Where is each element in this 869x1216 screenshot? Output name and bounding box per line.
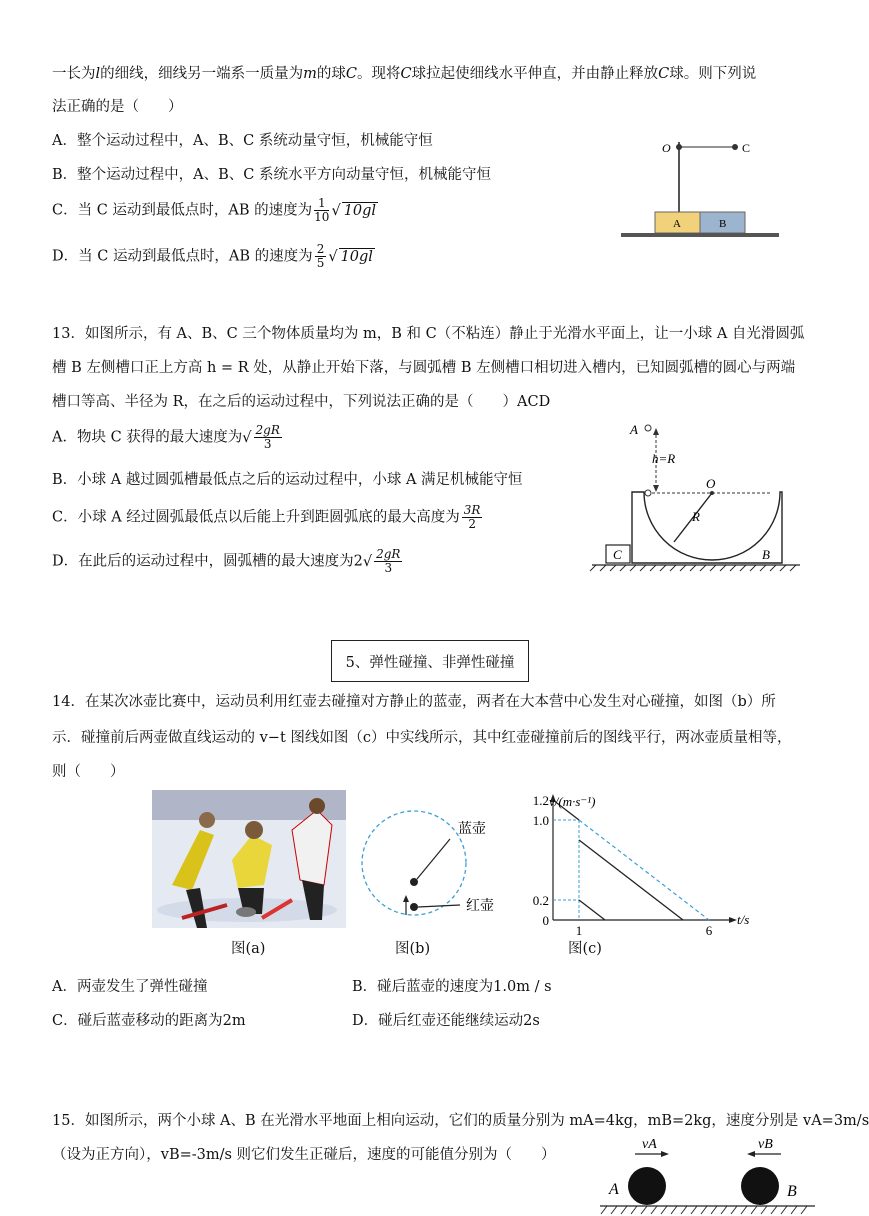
- series-line-1: [579, 900, 605, 920]
- label-blue: 蓝壶: [458, 822, 486, 837]
- red-stone: [410, 903, 418, 911]
- q15-stem-line1: 15．如图所示，两个小球 A、B 在光滑水平地面上相向运动，它们的质量分别为 mA=4kg，mB=2kg，速度分别是 vA=3m/s: [52, 1113, 869, 1129]
- q12-d-fraction: $\frac{2}{5}$: [316, 242, 325, 270]
- ball-c: [732, 144, 738, 150]
- q14-stem-line3: 则（ ）: [52, 764, 125, 780]
- label-r: R: [692, 509, 700, 524]
- arrow-right-icon: [661, 1151, 669, 1157]
- x-axis-arrow: [729, 917, 737, 923]
- blue-stone: [410, 878, 418, 886]
- y-axis-label: v/(m·s⁻¹): [549, 794, 596, 809]
- x-tick-label: 1: [575, 923, 583, 938]
- label-c: C: [613, 547, 622, 562]
- series-line-3: [579, 820, 709, 920]
- q14-stem-line2: 示．碰撞前后两壶做直线运动的 v−t 图线如图（c）中实线所示，其中红壶碰撞前后的图线平行，两冰壶质量相等，: [52, 730, 792, 746]
- q13-c-fraction: $\frac{3R}{2}$: [463, 503, 481, 531]
- x-axis-label: t/s: [737, 912, 750, 927]
- q14-option-c: C．碰后蓝壶移动的距离为2m: [52, 1013, 246, 1029]
- label-red: 红壶: [466, 899, 494, 914]
- q12-stem-line1: 一长为l的细线，细线另一端系一质量为m的球C。现将C球拉起使细线水平伸直，并由静止释放C球。则下列说: [52, 66, 757, 82]
- q13-stem-line3: 槽口等高、半径为 R，在之后的运动过程中，下列说法正确的是（ ）ACD: [52, 394, 551, 410]
- arrow-icon: [403, 895, 409, 902]
- pivot-o: [676, 144, 682, 150]
- y-tick-label: 0.2: [532, 893, 549, 908]
- ball-a: [628, 1167, 666, 1205]
- y-tick-label: 1.0: [532, 813, 549, 828]
- section-title: 5、弹性碰撞、非弹性碰撞: [331, 640, 529, 682]
- q14-caption-c: 图(c): [568, 941, 602, 957]
- groove-b: [632, 492, 782, 563]
- house-circle: [362, 811, 466, 915]
- ground: [621, 233, 779, 237]
- label-b: B: [787, 1183, 797, 1200]
- y-tick-label: 1.2: [532, 793, 549, 808]
- q14-diagram-b: [360, 795, 510, 935]
- q13-stem-line2: 槽 B 左侧槽口正上方高 h = R 处，从静止开始下落，与圆弧槽 B 左侧槽口相切进入槽内，已知圆弧槽的圆心与两端: [52, 360, 796, 376]
- label-a: A: [630, 422, 638, 437]
- ball-b: [741, 1167, 779, 1205]
- q15-stem-line2: （设为正方向），vB=-3m/s 则它们发生正碰后，速度的可能值分别为（ ）: [52, 1147, 556, 1163]
- q14-caption-a: 图(a): [231, 941, 266, 957]
- q13-option-a: A．物块 C 获得的最大速度为√ $\frac{2gR}{3}$: [52, 423, 280, 451]
- y-tick-label: 0: [542, 913, 549, 928]
- label-a: A: [609, 1181, 619, 1198]
- q12-option-c: C．当 C 运动到最低点时，AB 的速度为 $\frac{1}{10}$ √ 10gl: [52, 196, 377, 224]
- label-b: B: [719, 218, 727, 230]
- label-h: h=R: [652, 451, 676, 466]
- x-tick-label: 6: [705, 923, 713, 938]
- label-c: C: [742, 141, 751, 155]
- q14-option-b: B．碰后蓝壶的速度为1.0m / s: [352, 979, 552, 995]
- arrow-left-icon: [747, 1151, 755, 1157]
- q13-stem-line1: 13．如图所示，有 A、B、C 三个物体质量均为 m，B 和 C（不粘连）静止于光滑水平面上，让一小球 A 自光滑圆弧: [52, 326, 805, 342]
- series-line-2: [579, 840, 683, 920]
- q13-a-fraction: $\frac{2gR}{3}$: [255, 423, 280, 451]
- ball-a: [645, 425, 651, 431]
- label-a: A: [673, 218, 681, 230]
- q14-option-a: A．两壶发生了弹性碰撞: [52, 979, 208, 995]
- q12-stem-line2: 法正确的是（ ）: [52, 99, 183, 115]
- q13-option-d: D．在此后的运动过程中，圆弧槽的最大速度为2√ $\frac{2gR}{3}$: [52, 547, 401, 575]
- q14-stem-line1: 14．在某次冰壶比赛中，运动员利用红壶去碰撞对方静止的蓝壶，两者在大本营中心发生对心碰撞，如图（b）所: [52, 694, 776, 710]
- label-o: O: [662, 141, 671, 155]
- q12-option-b: B．整个运动过程中，A、B、C 系统水平方向动量守恒，机械能守恒: [52, 167, 491, 183]
- q14-caption-b: 图(b): [395, 941, 431, 957]
- q14-vt-chart: [515, 790, 750, 940]
- q13-option-c: C．小球 A 经过圆弧最低点以后能上升到距圆弧底的最大高度为 $\frac{3R}{2}$: [52, 503, 481, 531]
- q12-option-a: A．整个运动过程中，A、B、C 系统动量守恒，机械能守恒: [52, 133, 433, 149]
- label-vb: vB: [758, 1137, 773, 1152]
- q14-photo-a: [152, 790, 346, 928]
- q15-figure: [595, 1130, 820, 1216]
- hatch: [590, 565, 796, 571]
- q13-figure: [586, 418, 806, 578]
- label-o: O: [706, 476, 716, 491]
- q14-option-d: D．碰后红壶还能继续运动2s: [352, 1013, 540, 1029]
- q12-figure: [615, 130, 785, 245]
- q12-c-fraction: $\frac{1}{10}$: [314, 196, 330, 224]
- label-va: vA: [642, 1137, 657, 1152]
- q12-option-d: D．当 C 运动到最低点时，AB 的速度为 $\frac{2}{5}$ √ 10gl: [52, 242, 373, 270]
- label-b: B: [762, 547, 770, 562]
- q13-d-fraction: $\frac{2gR}{3}$: [376, 547, 401, 575]
- q13-option-b: B．小球 A 越过圆弧槽最低点之后的运动过程中，小球 A 满足机械能守恒: [52, 472, 523, 488]
